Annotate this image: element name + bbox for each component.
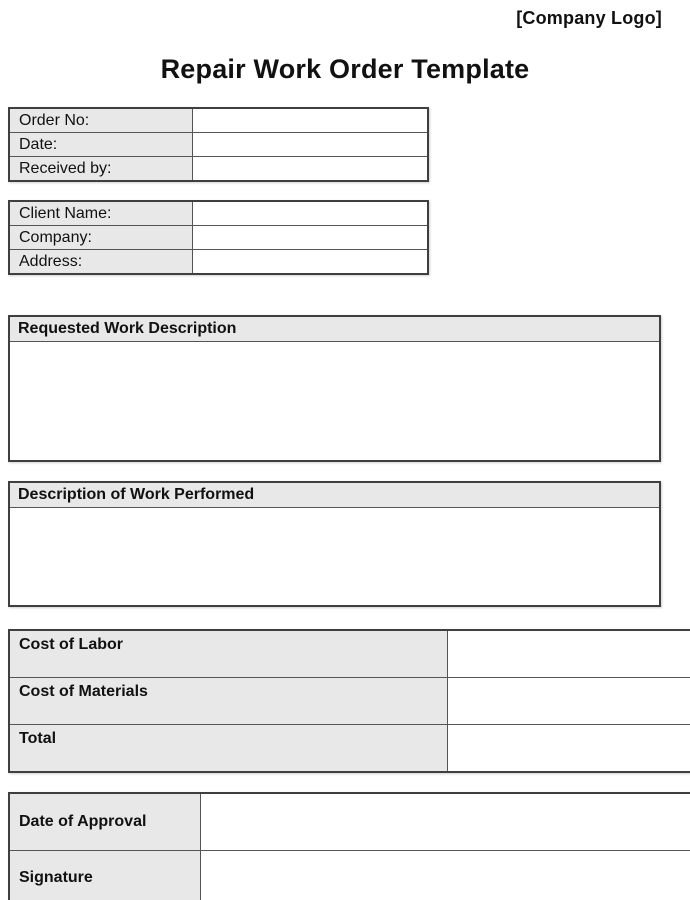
- date-of-approval-label: Date of Approval: [9, 793, 201, 851]
- table-row: [9, 133, 428, 157]
- received-by-label: Received by:: [9, 157, 193, 182]
- work-performed-header: Description of Work Performed: [10, 483, 659, 508]
- requested-work-textarea[interactable]: [10, 342, 659, 460]
- company-label: Company:: [9, 226, 193, 250]
- table-row: [9, 725, 690, 773]
- address-field[interactable]: [193, 250, 429, 275]
- address-label: Address:: [9, 250, 193, 275]
- requested-work-section: [8, 315, 661, 462]
- client-name-field[interactable]: [193, 201, 429, 226]
- table-row: [9, 851, 690, 900]
- page-content: [8, 107, 659, 900]
- page-title: Repair Work Order Template: [160, 54, 530, 84]
- table-row: [9, 201, 428, 226]
- cost-of-labor-field[interactable]: [448, 630, 690, 678]
- table-row: [9, 226, 428, 250]
- work-performed-section: [8, 481, 661, 607]
- cost-of-labor-label: Cost of Labor: [9, 630, 448, 678]
- order-no-field[interactable]: [193, 108, 429, 133]
- date-of-approval-field[interactable]: [201, 793, 690, 851]
- cost-table: [8, 629, 690, 773]
- total-label: Total: [9, 725, 448, 773]
- approval-table: [8, 792, 690, 900]
- table-row: [9, 157, 428, 182]
- table-row: [9, 108, 428, 133]
- table-row: [9, 250, 428, 275]
- table-row: [9, 793, 690, 851]
- cost-of-materials-label: Cost of Materials: [9, 678, 448, 725]
- work-performed-textarea[interactable]: [10, 508, 659, 605]
- table-row: [9, 630, 690, 678]
- table-row: [9, 678, 690, 725]
- requested-work-header: Requested Work Description: [10, 317, 659, 342]
- client-info-table: [8, 200, 429, 275]
- signature-field[interactable]: [201, 851, 690, 900]
- received-by-field[interactable]: [193, 157, 429, 182]
- order-info-table: [8, 107, 429, 182]
- client-name-label: Client Name:: [9, 201, 193, 226]
- total-field[interactable]: [448, 725, 690, 773]
- date-label: Date:: [9, 133, 193, 157]
- cost-of-materials-field[interactable]: [448, 678, 690, 725]
- company-field[interactable]: [193, 226, 429, 250]
- date-field[interactable]: [193, 133, 429, 157]
- signature-label: Signature: [9, 851, 201, 900]
- company-logo-text: [Company Logo]: [516, 8, 662, 28]
- order-no-label: Order No:: [9, 108, 193, 133]
